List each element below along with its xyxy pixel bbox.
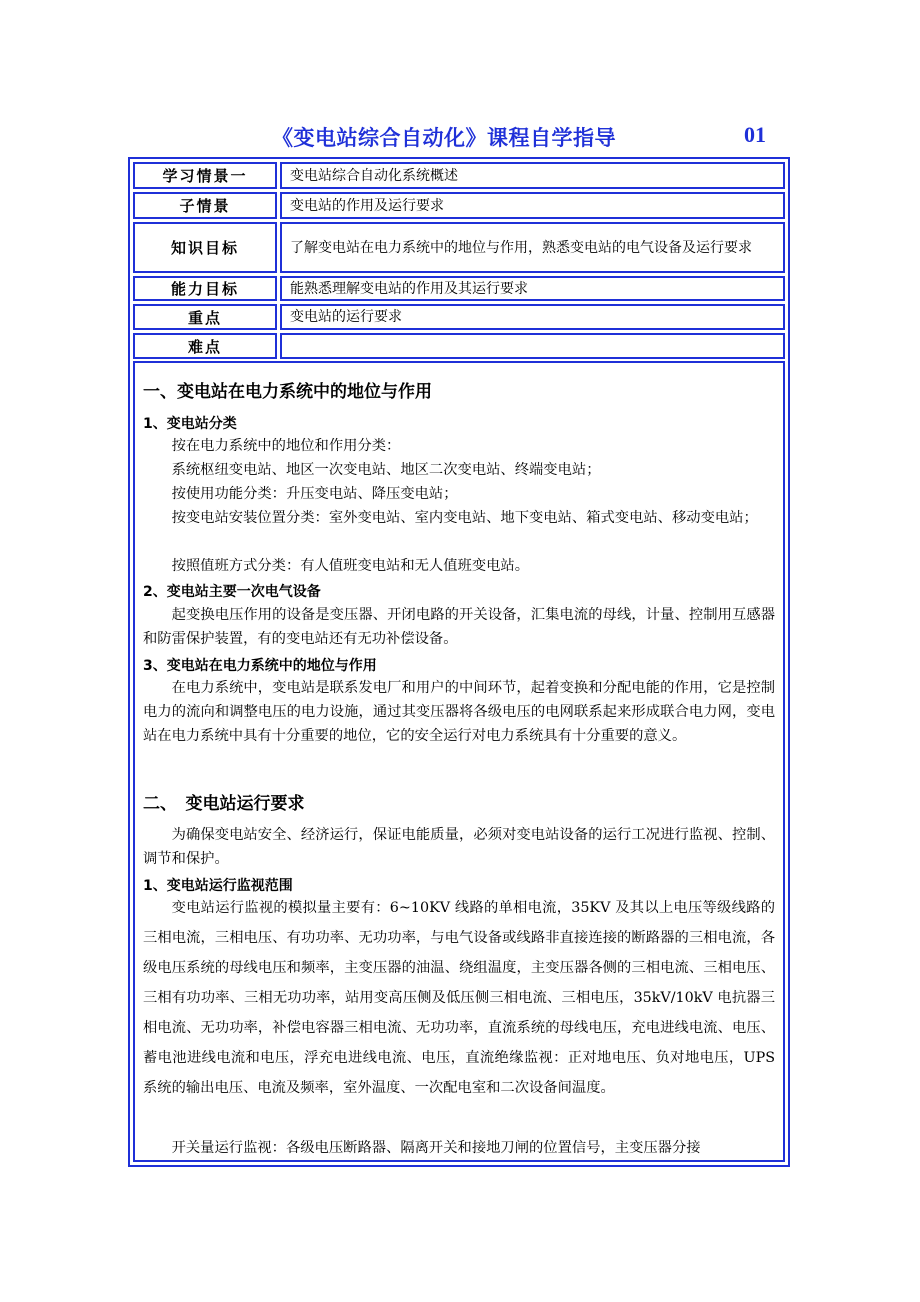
section-heading: 二、 变电站运行要求 (143, 794, 305, 814)
subsection-heading: 2、变电站主要一次电气设备 (143, 584, 321, 600)
paragraph: 系统枢纽变电站、地区一次变电站、地区二次变电站、终端变电站； (171, 462, 601, 478)
paragraph: 起变换电压作用的设备是变压器、开闭电路的开关设备，汇集电流的母线，计量、控制用互感器和防雷保护装置，有的变电站还有无功补偿设备。 (143, 607, 775, 647)
table-row (133, 162, 785, 189)
subsection-heading: 1、变电站分类 (143, 416, 237, 432)
row-value: 变电站的作用及运行要求 (280, 192, 785, 219)
table-row (133, 222, 785, 273)
table-row (133, 304, 785, 330)
table-row (133, 276, 785, 301)
paragraph: 按使用功能分类：升压变电站、降压变电站； (171, 486, 458, 502)
section-heading: 一、变电站在电力系统中的地位与作用 (143, 382, 432, 402)
paragraph: 按照值班方式分类：有人值班变电站和无人值班变电站。 (171, 558, 530, 574)
paragraph: 按在电力系统中的地位和作用分类： (171, 438, 401, 454)
row-value (280, 333, 785, 359)
page-header (0, 118, 920, 154)
paragraph: 在电力系统中，变电站是联系发电厂和用户的中间环节，起着变换和分配电能的作用，它是控制电力的流向和调整电压的电力设施，通过其变压器将各级电压的电网联系起来形成联合电力网，变电站在电力系统中具有十分重要的地位，它的安全运行对电力系统具有十分重要的意义。 (143, 680, 775, 744)
row-value: 变电站综合自动化系统概述 (280, 162, 785, 189)
row-label: 子情景 (133, 192, 277, 219)
table-row (133, 192, 785, 219)
page-number: 01 (744, 122, 766, 147)
guide-table (128, 157, 790, 1167)
paragraph: 为确保变电站安全、经济运行，保证电能质量，必须对变电站设备的运行工况进行监视、控制、调节和保护。 (143, 827, 775, 867)
subsection-heading: 3、变电站在电力系统中的地位与作用 (143, 658, 377, 674)
content-cell (133, 361, 785, 1162)
row-label: 难点 (133, 333, 277, 359)
page-title: 《变电站综合自动化》课程自学指导 (272, 126, 616, 150)
paragraph: 开关量运行监视：各级电压断路器、隔离开关和接地刀闸的位置信号，主变压器分接 (171, 1140, 701, 1156)
row-value: 了解变电站在电力系统中的地位与作用，熟悉变电站的电气设备及运行要求 (280, 222, 785, 273)
paragraph: 变电站运行监视的模拟量主要有：6~10KV 线路的单相电流，35KV 及其以上电压等级线路的三相电流，三相电压、有功功率、无功功率，与电气设备或线路非直接连接的断路器的三相电流，各级电压系统的母线电压和频率，主变压器的油温、绕组温度，主变压器各侧的三相电流、三相电压、三相有功功率、三相无功功率，站用变高压侧及低压侧三相电流、三相电压，35kV/10kV 电抗器三相电流、无功功率，补偿电容器三相电流、无功功率，直流系统的母线电压，充电进线电流、电压、蓄电池进线电流和电压，浮充电进线电流、电压，直流绝缘监视：正对地电压、负对地电压，UPS 系统的输出电压、电流及频率，室外温度、一次配电室和二次设备间温度。 (143, 900, 775, 1096)
row-value: 能熟悉理解变电站的作用及其运行要求 (280, 276, 785, 301)
subsection-heading: 1、变电站运行监视范围 (143, 878, 293, 894)
row-label: 能力目标 (133, 276, 277, 301)
row-value: 变电站的运行要求 (280, 304, 785, 330)
table-row (133, 333, 785, 359)
row-label: 学习情景一 (133, 162, 277, 189)
row-label: 知识目标 (133, 222, 277, 273)
row-label: 重点 (133, 304, 277, 330)
paragraph: 按变电站安装位置分类：室外变电站、室内变电站、地下变电站、箱式变电站、移动变电站； (171, 510, 758, 526)
